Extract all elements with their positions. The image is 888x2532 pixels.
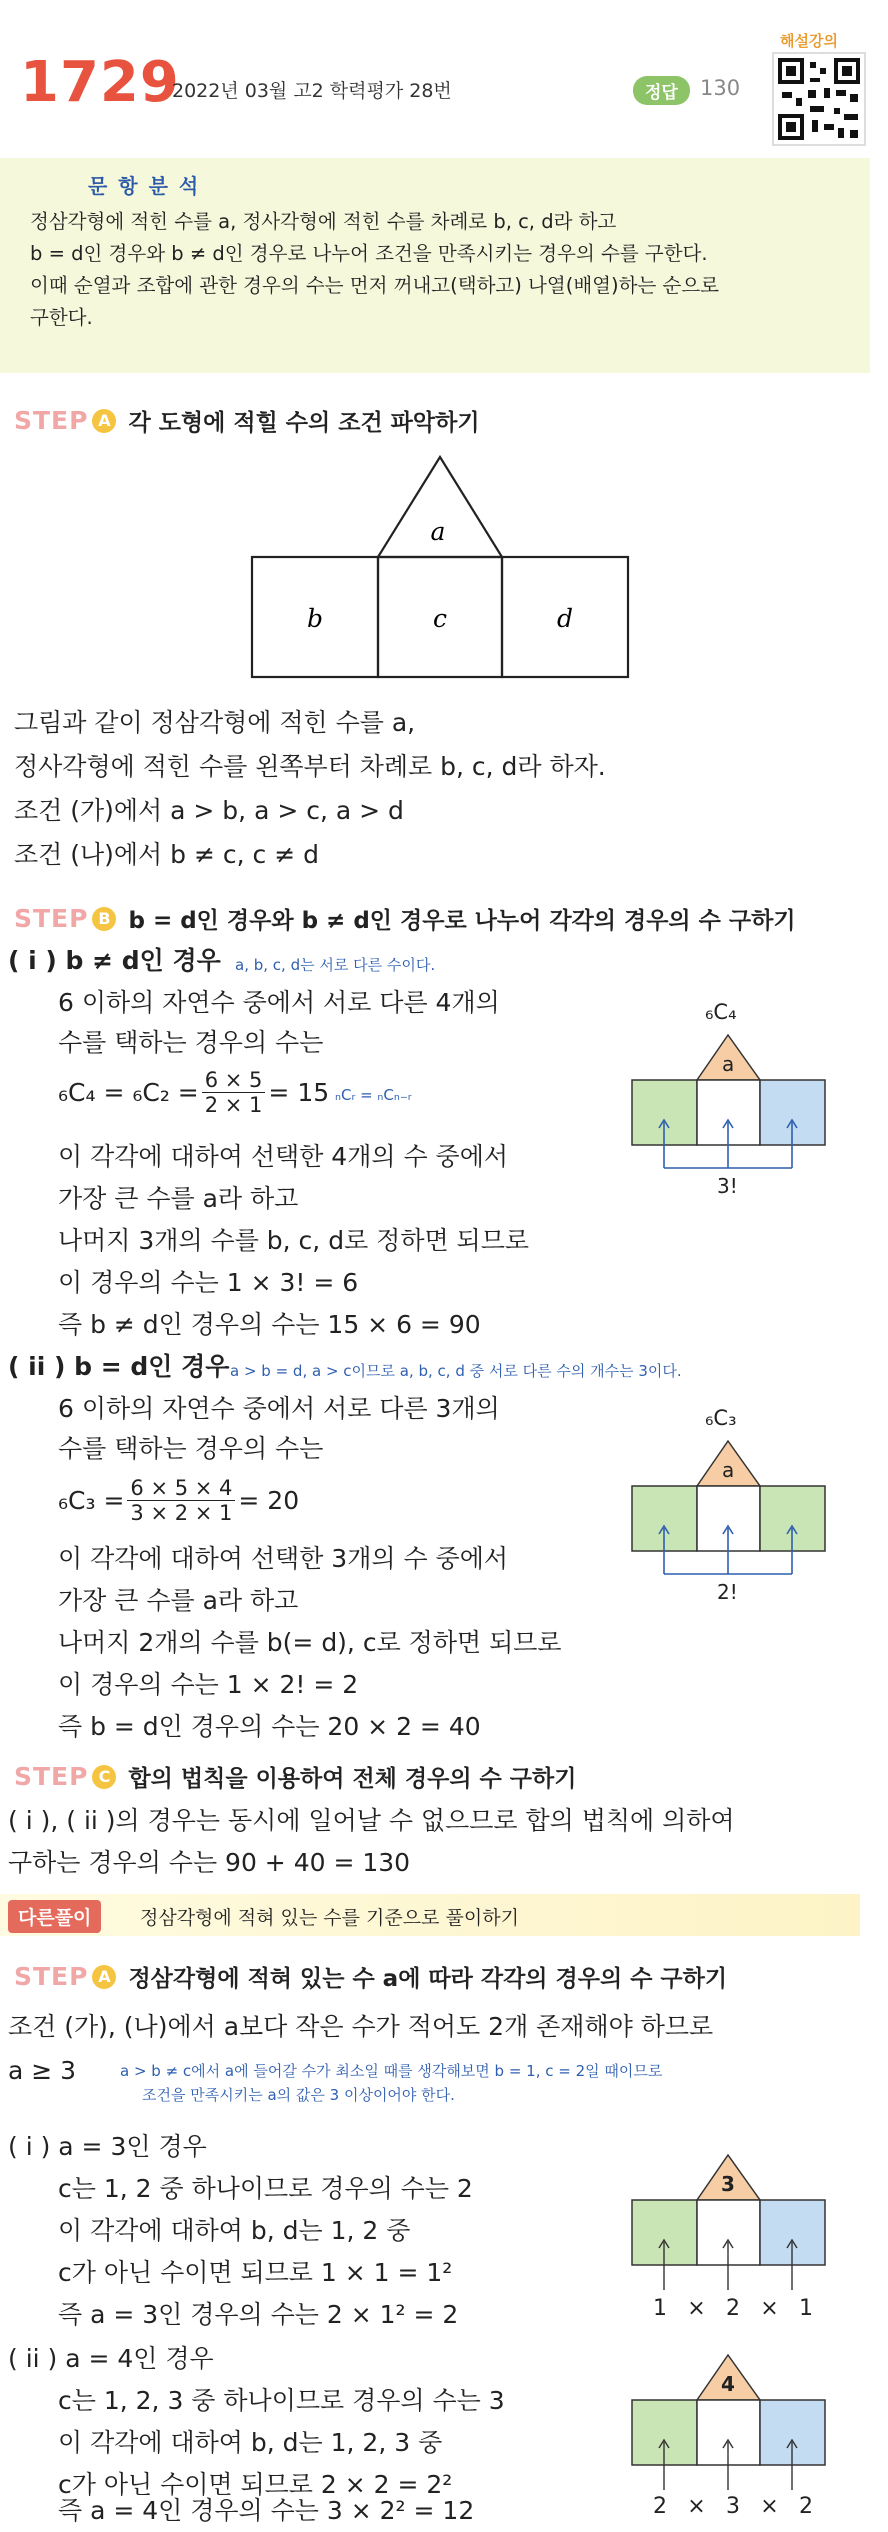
formula-fraction xyxy=(127,1476,235,1525)
step-word: STEP xyxy=(14,1962,89,1991)
case2-line: 즉 b = d인 경우의 수는 20 × 2 = 40 xyxy=(58,1712,481,1741)
label-b: b xyxy=(306,604,324,633)
alt-case1-line: c는 1, 2 중 하나이므로 경우의 수는 2 xyxy=(58,2174,473,2203)
step-word: STEP xyxy=(14,406,89,435)
analysis-box xyxy=(0,158,870,373)
case1-figure xyxy=(625,1000,835,1210)
alt-case2-line: c는 1, 2, 3 중 하나이므로 경우의 수는 3 xyxy=(58,2386,505,2415)
alt-case2-line: c가 아닌 수이면 되므로 2 × 2 = 2² xyxy=(58,2470,453,2499)
header xyxy=(0,0,888,150)
alt-description: 정삼각형에 적혀 있는 수를 기준으로 풀이하기 xyxy=(140,1907,519,1929)
video-label: 해설강의 xyxy=(780,32,838,50)
label-a: a xyxy=(430,517,446,546)
formula-right: = 20 xyxy=(238,1485,300,1515)
case2-heading: ( ii ) b = d인 경우 xyxy=(8,1352,230,1381)
fig-count: 1 xyxy=(799,2296,813,2321)
fig-count: 2 xyxy=(653,2494,667,2519)
answer-badge: 정답 xyxy=(633,76,690,105)
formula-fraction xyxy=(202,1068,266,1117)
case2-figure xyxy=(625,1406,835,1616)
fig-times: × xyxy=(760,2494,779,2519)
formula-left: ₆C₃ = xyxy=(58,1485,125,1515)
fig-combo-label: ₆C₃ xyxy=(705,1406,737,1430)
alt-banner xyxy=(0,1894,860,1936)
fig-count: 1 xyxy=(653,2296,667,2321)
step-word: STEP xyxy=(14,904,89,933)
step-c-line: ( i ), ( ii )의 경우는 동시에 일어날 수 없으므로 합의 법칙에 의하여 xyxy=(8,1806,735,1835)
alt-case1-line: 즉 a = 3인 경우의 수는 2 × 1² = 2 xyxy=(58,2300,459,2329)
analysis-line: 정삼각형에 적힌 수를 a, 정사각형에 적힌 수를 차례로 b, c, d라 하고 xyxy=(30,210,617,233)
fig-top-label: a xyxy=(722,1052,735,1076)
case1-heading: ( i ) b ≠ d인 경우 xyxy=(8,946,221,975)
analysis-title: 문 항 분 석 xyxy=(88,174,201,198)
label-c: c xyxy=(432,604,448,633)
case1-formula xyxy=(58,1068,329,1117)
alt-case2-figure xyxy=(625,2350,835,2530)
case1-line: 가장 큰 수를 a라 하고 xyxy=(58,1184,299,1213)
fig-top-number: 3 xyxy=(721,2172,735,2196)
fig-count: 3 xyxy=(726,2494,740,2519)
step-letter: A xyxy=(92,409,116,433)
frac-numerator: 6 × 5 xyxy=(202,1068,266,1093)
step-word: STEP xyxy=(14,1762,89,1791)
alt-case1-line: 이 각각에 대하여 b, d는 1, 2 중 xyxy=(58,2216,411,2245)
analysis-line: 이때 순열과 조합에 관한 경우의 수는 먼저 꺼내고(택하고) 나열(배열)하는 순으로 xyxy=(30,274,720,297)
case1-line: 이 각각에 대하여 선택한 4개의 수 중에서 xyxy=(58,1142,508,1171)
alt-badge: 다른풀이 xyxy=(8,1900,101,1933)
case2-line: 이 경우의 수는 1 × 2! = 2 xyxy=(58,1670,359,1699)
alt-a-range: a ≥ 3 xyxy=(8,2056,77,2085)
step-a-line: 정사각형에 적힌 수를 왼쪽부터 차례로 b, c, d라 하자. xyxy=(14,752,606,781)
step-c-line: 구하는 경우의 수는 90 + 40 = 130 xyxy=(8,1848,411,1877)
alt-condition-line: 조건 (가), (나)에서 a보다 작은 수가 적어도 2개 존재해야 하므로 xyxy=(8,2012,714,2041)
step-letter: A xyxy=(92,1965,116,1989)
alt-a-note: a > b ≠ c에서 a에 들어갈 수가 최소일 때를 생각해보면 b = 1, c = 2일 때이므로 xyxy=(120,2062,663,2080)
frac-denominator: 3 × 2 × 1 xyxy=(130,1501,233,1525)
case1-line: 나머지 3개의 수를 b, c, d로 정하면 되므로 xyxy=(58,1226,530,1255)
fig-count: 2 xyxy=(726,2296,740,2321)
step-title: 정삼각형에 적혀 있는 수 a에 따라 각각의 경우의 수 구하기 xyxy=(128,1966,728,1992)
case2-line: 나머지 2개의 수를 b(= d), c로 정하면 되므로 xyxy=(58,1628,562,1657)
step-a-line: 그림과 같이 정삼각형에 적힌 수를 a, xyxy=(14,708,416,737)
problem-source: 2022년 03월 고2 학력평가 28번 xyxy=(172,80,452,102)
fig-perm-label: 2! xyxy=(717,1580,738,1604)
step-title: 각 도형에 적힐 수의 조건 파악하기 xyxy=(128,410,480,436)
case2-line: 수를 택하는 경우의 수는 xyxy=(58,1434,324,1463)
step-a-line: 조건 (나)에서 b ≠ c, c ≠ d xyxy=(14,840,319,869)
fig-counts xyxy=(653,2296,813,2321)
frac-denominator: 2 × 1 xyxy=(204,1093,263,1117)
answer-value: 130 xyxy=(700,76,741,100)
fig-top-label: a xyxy=(722,1458,735,1482)
fig-counts xyxy=(653,2494,813,2519)
shape-figure xyxy=(250,452,640,680)
alt-a-note: 조건을 만족시키는 a의 값은 3 이상이어야 한다. xyxy=(142,2086,455,2104)
alt-case1-line: c가 아닌 수이면 되므로 1 × 1 = 1² xyxy=(58,2258,453,2287)
label-d: d xyxy=(556,604,574,633)
case2-formula xyxy=(58,1476,299,1525)
analysis-line: b = d인 경우와 b ≠ d인 경우로 나누어 조건을 만족시키는 경우의 수를 구한다. xyxy=(30,242,708,265)
qr-code-icon[interactable] xyxy=(772,52,866,146)
alt-case1-heading: ( i ) a = 3인 경우 xyxy=(8,2132,207,2161)
step-c-header xyxy=(14,1760,576,1793)
step-letter: C xyxy=(92,1765,116,1789)
fig-top-number: 4 xyxy=(721,2372,735,2396)
step-a-header xyxy=(14,404,480,437)
formula-right: = 15 xyxy=(268,1077,330,1107)
case1-formula-note: ₙCᵣ = ₙCₙ₋ᵣ xyxy=(335,1086,412,1104)
fig-times: × xyxy=(687,2494,706,2519)
alt-case1-figure xyxy=(625,2150,835,2335)
case2-line: 6 이하의 자연수 중에서 서로 다른 3개의 xyxy=(58,1394,500,1423)
case2-note: a > b = d, a > c이므로 a, b, c, d 중 서로 다른 수의 개수는 3이다. xyxy=(230,1362,682,1380)
alt-step-a-header xyxy=(14,1960,727,1993)
case1-line: 즉 b ≠ d인 경우의 수는 15 × 6 = 90 xyxy=(58,1310,481,1339)
fig-count: 2 xyxy=(799,2494,813,2519)
case2-line: 이 각각에 대하여 선택한 3개의 수 중에서 xyxy=(58,1544,508,1573)
alt-case2-line: 이 각각에 대하여 b, d는 1, 2, 3 중 xyxy=(58,2428,443,2457)
step-b-header xyxy=(14,902,796,935)
analysis-line: 구한다. xyxy=(30,306,93,329)
alt-case2-heading: ( ii ) a = 4인 경우 xyxy=(8,2344,214,2373)
alt-case2-line: 즉 a = 4인 경우의 수는 3 × 2² = 12 xyxy=(58,2496,475,2525)
problem-number: 1729 xyxy=(20,50,180,115)
step-a-line: 조건 (가)에서 a > b, a > c, a > d xyxy=(14,796,404,825)
frac-numerator: 6 × 5 × 4 xyxy=(127,1476,235,1501)
case1-line: 수를 택하는 경우의 수는 xyxy=(58,1028,324,1057)
fig-combo-label: ₆C₄ xyxy=(705,1000,737,1024)
case1-note: a, b, c, d는 서로 다른 수이다. xyxy=(235,956,436,974)
case1-line: 6 이하의 자연수 중에서 서로 다른 4개의 xyxy=(58,988,500,1017)
case2-line: 가장 큰 수를 a라 하고 xyxy=(58,1586,299,1615)
formula-left: ₆C₄ = ₆C₂ = xyxy=(58,1077,199,1107)
step-letter: B xyxy=(92,907,116,931)
step-title: 합의 법칙을 이용하여 전체 경우의 수 구하기 xyxy=(128,1766,577,1792)
step-title: b = d인 경우와 b ≠ d인 경우로 나누어 각각의 경우의 수 구하기 xyxy=(128,908,796,934)
fig-times: × xyxy=(687,2296,706,2321)
analysis-text xyxy=(30,206,719,334)
fig-perm-label: 3! xyxy=(717,1174,738,1198)
fig-times: × xyxy=(760,2296,779,2321)
case1-line: 이 경우의 수는 1 × 3! = 6 xyxy=(58,1268,359,1297)
